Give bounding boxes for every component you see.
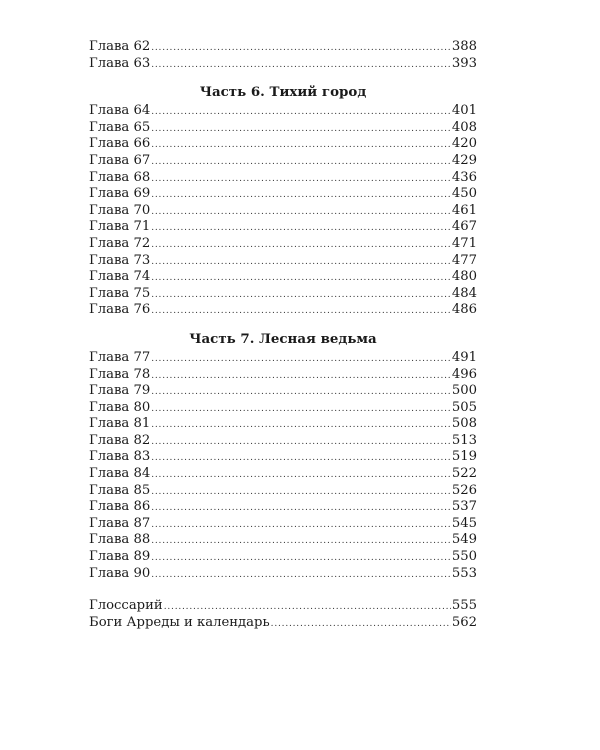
toc-entry-page-number: 429 bbox=[451, 152, 477, 168]
toc-entry bbox=[89, 499, 477, 516]
toc-entry-page-number: 549 bbox=[451, 532, 477, 548]
toc-entry-page-number: 436 bbox=[451, 169, 477, 185]
toc-entry-page-number: 513 bbox=[451, 432, 477, 448]
toc-entry bbox=[89, 383, 477, 400]
toc-entry-label: Глава 77 bbox=[89, 349, 151, 365]
toc-entry bbox=[89, 253, 477, 270]
dot-leader bbox=[151, 121, 451, 138]
toc-entry bbox=[89, 39, 477, 56]
toc-entry bbox=[89, 483, 477, 500]
toc-entry-label: Глава 75 bbox=[89, 285, 151, 301]
toc-entry-label: Глава 65 bbox=[89, 119, 151, 135]
toc-entry-page-number: 388 bbox=[451, 39, 477, 54]
dot-leader bbox=[151, 254, 451, 271]
toc-entry-label: Глава 76 bbox=[89, 302, 151, 318]
dot-leader bbox=[151, 500, 451, 517]
toc-entry-page-number: 496 bbox=[451, 366, 477, 382]
toc-entry-page-number: 461 bbox=[451, 202, 477, 218]
toc-entry-label: Глава 71 bbox=[89, 219, 151, 235]
toc-entry-label: Глава 74 bbox=[89, 269, 151, 285]
toc-entry-label: Глава 80 bbox=[89, 399, 151, 415]
dot-leader bbox=[151, 351, 451, 368]
toc-appendix bbox=[89, 598, 477, 631]
toc-entry-label: Глава 78 bbox=[89, 366, 151, 382]
toc-section bbox=[89, 83, 477, 319]
dot-leader bbox=[151, 220, 451, 237]
toc-entry-label: Глава 90 bbox=[89, 565, 151, 581]
toc-entry-page-number: 526 bbox=[451, 482, 477, 498]
toc-entry-label: Глава 73 bbox=[89, 252, 151, 268]
dot-leader bbox=[151, 154, 451, 171]
toc-section bbox=[89, 330, 477, 582]
dot-leader bbox=[151, 270, 451, 287]
dot-leader bbox=[151, 368, 451, 385]
table-of-contents bbox=[89, 39, 477, 631]
toc-entry-label: Глава 89 bbox=[89, 549, 151, 565]
toc-entry bbox=[89, 186, 477, 203]
toc-entry-label: Глава 63 bbox=[89, 55, 151, 71]
toc-entry-page-number: 519 bbox=[451, 449, 477, 465]
dot-leader bbox=[151, 40, 451, 57]
toc-entry-label: Глава 79 bbox=[89, 383, 151, 399]
toc-entry-page-number: 545 bbox=[451, 515, 477, 531]
toc-entry bbox=[89, 449, 477, 466]
toc-entry-page-number: 491 bbox=[451, 349, 477, 365]
toc-entry bbox=[89, 532, 477, 549]
toc-section bbox=[89, 39, 477, 72]
toc-entry-page-number: 486 bbox=[451, 302, 477, 318]
toc-entry-label: Глава 84 bbox=[89, 466, 151, 482]
dot-leader bbox=[151, 484, 451, 501]
toc-entry bbox=[89, 516, 477, 533]
toc-entry-page-number: 401 bbox=[451, 103, 477, 119]
toc-entry-page-number: 505 bbox=[451, 399, 477, 415]
toc-entry-label: Глава 68 bbox=[89, 169, 151, 185]
part-title: Часть 6. Тихий город bbox=[199, 84, 367, 101]
toc-entry-page-number: 408 bbox=[451, 119, 477, 135]
toc-entry-page-number: 550 bbox=[451, 549, 477, 565]
dot-leader bbox=[151, 384, 451, 401]
toc-entry-page-number: 522 bbox=[451, 466, 477, 482]
dot-leader bbox=[151, 567, 451, 584]
toc-entry bbox=[89, 236, 477, 253]
toc-entry-page-number: 480 bbox=[451, 269, 477, 285]
toc-entry-page-number: 450 bbox=[451, 186, 477, 202]
toc-entry bbox=[89, 103, 477, 120]
toc-entry bbox=[89, 615, 477, 632]
toc-entry-page-number: 420 bbox=[451, 136, 477, 152]
toc-entry-label: Боги Арреды и календарь bbox=[89, 614, 270, 630]
toc-entry bbox=[89, 56, 477, 73]
toc-entry-label: Глава 64 bbox=[89, 103, 151, 119]
dot-leader bbox=[151, 550, 451, 567]
toc-entry-label: Глава 67 bbox=[89, 152, 151, 168]
toc-entry bbox=[89, 269, 477, 286]
toc-entry bbox=[89, 350, 477, 367]
dot-leader bbox=[151, 517, 451, 534]
dot-leader bbox=[151, 237, 451, 254]
toc-entry bbox=[89, 120, 477, 137]
dot-leader bbox=[151, 434, 451, 451]
toc-entry bbox=[89, 433, 477, 450]
toc-entry-label: Глава 87 bbox=[89, 515, 151, 531]
dot-leader bbox=[151, 467, 451, 484]
dot-leader bbox=[151, 303, 451, 320]
dot-leader bbox=[151, 533, 451, 550]
toc-entry bbox=[89, 170, 477, 187]
toc-entry bbox=[89, 367, 477, 384]
toc-entry-page-number: 467 bbox=[451, 219, 477, 235]
toc-entry bbox=[89, 549, 477, 566]
toc-entry-label: Глава 70 bbox=[89, 202, 151, 218]
dot-leader bbox=[151, 187, 451, 204]
toc-entry-label: Глава 66 bbox=[89, 136, 151, 152]
toc-entry-page-number: 393 bbox=[451, 55, 477, 71]
toc-entry bbox=[89, 286, 477, 303]
toc-entry-label: Глава 72 bbox=[89, 235, 151, 251]
dot-leader bbox=[271, 616, 451, 633]
toc-entry-page-number: 555 bbox=[451, 598, 477, 614]
dot-leader bbox=[151, 401, 451, 418]
toc-entry-page-number: 562 bbox=[451, 614, 477, 630]
toc-entry bbox=[89, 136, 477, 153]
toc-entry-page-number: 537 bbox=[451, 499, 477, 515]
toc-entry bbox=[89, 598, 477, 615]
toc-entry bbox=[89, 416, 477, 433]
toc-entry-label: Глава 83 bbox=[89, 449, 151, 465]
toc-entry-page-number: 500 bbox=[451, 383, 477, 399]
toc-entry-page-number: 484 bbox=[451, 285, 477, 301]
toc-entry-label: Глава 86 bbox=[89, 499, 151, 515]
toc-entry-page-number: 553 bbox=[451, 565, 477, 581]
dot-leader bbox=[151, 450, 451, 467]
toc-entry-label: Глава 85 bbox=[89, 482, 151, 498]
toc-entry bbox=[89, 219, 477, 236]
dot-leader bbox=[151, 104, 451, 121]
toc-entry-page-number: 508 bbox=[451, 416, 477, 432]
dot-leader bbox=[151, 137, 451, 154]
toc-entry bbox=[89, 566, 477, 583]
toc-entry-label: Глоссарий bbox=[89, 598, 163, 614]
toc-entry-label: Глава 82 bbox=[89, 432, 151, 448]
toc-entry-label: Глава 69 bbox=[89, 186, 151, 202]
toc-entry-label: Глава 81 bbox=[89, 416, 151, 432]
dot-leader bbox=[151, 204, 451, 221]
toc-entry bbox=[89, 153, 477, 170]
dot-leader bbox=[164, 599, 451, 616]
dot-leader bbox=[151, 417, 451, 434]
dot-leader bbox=[151, 287, 451, 304]
toc-entry-page-number: 477 bbox=[451, 252, 477, 268]
toc-entry bbox=[89, 466, 477, 483]
toc-entry bbox=[89, 203, 477, 220]
toc-entry-page-number: 471 bbox=[451, 235, 477, 251]
toc-entry-label: Глава 88 bbox=[89, 532, 151, 548]
dot-leader bbox=[151, 57, 451, 74]
toc-entry-label: Глава 62 bbox=[89, 39, 151, 54]
toc-entry bbox=[89, 400, 477, 417]
part-title: Часть 7. Лесная ведьма bbox=[189, 330, 377, 347]
dot-leader bbox=[151, 171, 451, 188]
toc-entry bbox=[89, 302, 477, 319]
